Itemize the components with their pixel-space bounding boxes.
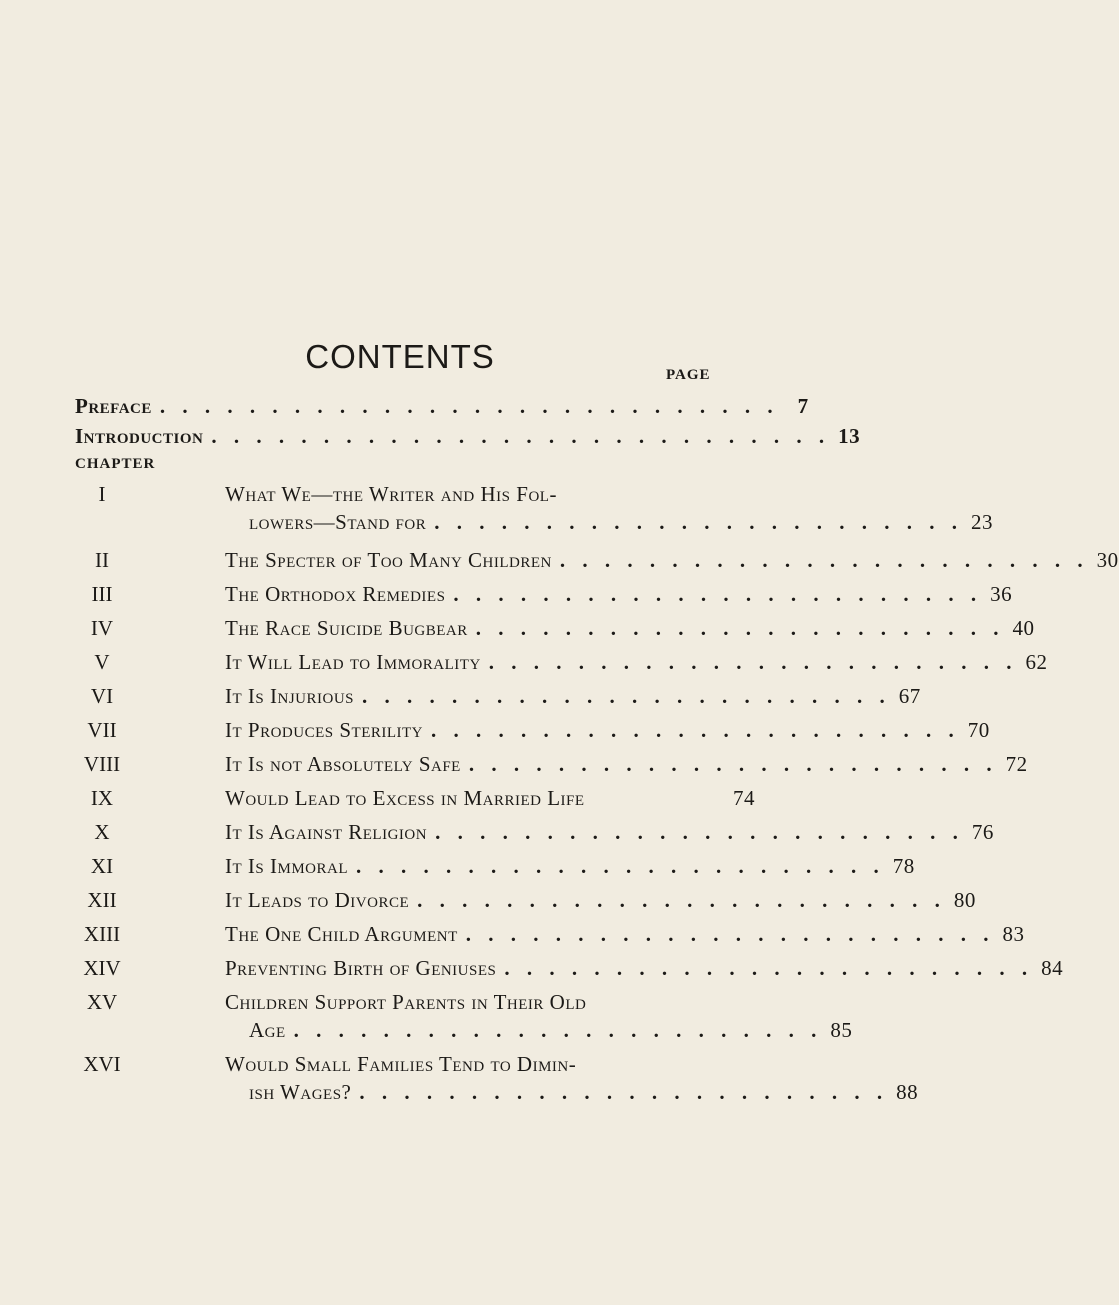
dot-leader: . . . . . . . . . . . . . . . . . . . . . . . . (465, 922, 995, 946)
dot-leader: . . . . . . . . . . . . . . . . . . . . . . . . (293, 1018, 823, 1042)
page-number: 72 (1005, 752, 1028, 776)
toc-entry-chapter-12[interactable] (225, 886, 976, 914)
chapter-number: I (98, 482, 106, 506)
chapter-number: XVI (83, 1052, 121, 1076)
entry-title-cont: lowers—Stand for (249, 510, 427, 534)
toc-entry-chapter-6[interactable] (225, 682, 921, 710)
page-number: 40 (1012, 616, 1035, 640)
page-number: 67 (898, 684, 921, 708)
toc-entry-chapter-13[interactable] (225, 920, 1025, 948)
dot-leader: . . . . . . . . . . . . . . . . . . . . . . . . (417, 888, 946, 912)
chapter-number: II (95, 548, 109, 572)
page-number: 80 (953, 888, 976, 912)
dot-leader: . . . . . . . . . . . . . . . . . . . . . . . . (434, 510, 963, 534)
page-number: 36 (990, 582, 1013, 606)
dot-leader: . . . . . . . . . . . . . . . . . . . . . . . . (559, 548, 1089, 572)
entry-title: What We—the Writer and His Fol- (225, 482, 557, 506)
toc-entry-chapter-15[interactable] (225, 988, 755, 1016)
entry-title: Introduction (75, 424, 204, 448)
toc-entry-chapter-15-cont[interactable] (249, 1016, 853, 1044)
toc-entry-chapter-16[interactable] (225, 1050, 755, 1078)
toc-entry-chapter-1[interactable] (225, 480, 755, 508)
page-number: 84 (1041, 956, 1064, 980)
chapter-number: VIII (83, 752, 121, 776)
toc-entry-chapter-2[interactable] (225, 546, 1119, 574)
toc-entry-chapter-16-cont[interactable] (249, 1078, 919, 1106)
page-number: 76 (971, 820, 994, 844)
entry-title: The Orthodox Remedies (225, 582, 446, 606)
entry-title: It Is Immoral (225, 854, 348, 878)
entry-title: It Is not Absolutely Safe (225, 752, 461, 776)
dot-leader: . . . . . . . . . . . . . . . . . . . . . . . . (475, 616, 1005, 640)
chapter-number: XIV (83, 956, 121, 980)
entry-title: Preventing Birth of Geniuses (225, 956, 497, 980)
entry-title-cont: Age (249, 1018, 286, 1042)
page-number: 88 (896, 1080, 919, 1104)
dot-leader: . . . . . . . . . . . . . . . . . . . . . . . . (435, 820, 964, 844)
toc-entry-chapter-3[interactable] (225, 580, 1013, 608)
toc-entry-chapter-11[interactable] (225, 852, 915, 880)
chapter-number: XV (86, 990, 118, 1014)
toc-entry-chapter-10[interactable] (225, 818, 994, 846)
toc-entry-chapter-1-cont[interactable] (249, 508, 993, 536)
entry-title: It Is Injurious (225, 684, 354, 708)
chapter-number: V (94, 650, 110, 674)
page-number: 23 (970, 510, 993, 534)
page-number: 83 (1002, 922, 1025, 946)
dot-leader: . . . . . . . . . . . . . . . . . . . . . . . . (362, 684, 891, 708)
chapter-number: XIII (83, 922, 121, 946)
chapter-number: VII (87, 718, 117, 742)
chapter-number: X (94, 820, 110, 844)
chapter-number: IX (90, 786, 114, 810)
page-number: 13 (838, 424, 861, 448)
page-number: 85 (830, 1018, 853, 1042)
page-title: CONTENTS (305, 338, 495, 375)
toc-entry-chapter-8[interactable] (225, 750, 1028, 778)
dot-leader: . . . . . . . . . . . . . . . . . . . . . . . . (431, 718, 960, 742)
entry-title: The One Child Argument (225, 922, 458, 946)
entry-title: It Produces Sterility (225, 718, 424, 742)
dot-leader: . . . . . . . . . . . . . . . . . . . . . . . . (453, 582, 983, 606)
dot-leader: . . . . . . . . . . . . . . . . . . . . . . . . (504, 956, 1034, 980)
toc-entry-preface[interactable] (75, 392, 809, 420)
page-number: 7 (797, 394, 809, 418)
page-number: 74 (733, 786, 755, 810)
dot-leader: . . . . . . . . . . . . . . . . . . . . . . . . (488, 650, 1018, 674)
page-number: 30 (1096, 548, 1119, 572)
entry-title: Children Support Parents in Their Old (225, 990, 587, 1014)
chapter-number: XI (90, 854, 114, 878)
toc-entry-chapter-5[interactable] (225, 648, 1048, 676)
toc-entry-chapter-14[interactable] (225, 954, 1064, 982)
entry-title: It Is Against Religion (225, 820, 428, 844)
entry-title: The Race Suicide Bugbear (225, 616, 468, 640)
dot-leader: . . . . . . . . . . . . . . . . . . . . . . . . (468, 752, 998, 776)
toc-entry-chapter-9[interactable] (225, 784, 755, 812)
entry-title: Would Lead to Excess in Married Life (225, 786, 585, 810)
entry-title: The Specter of Too Many Children (225, 548, 552, 572)
page-column-label: PAGE (666, 367, 711, 383)
toc-entry-introduction[interactable] (75, 422, 861, 450)
entry-title: Would Small Families Tend to Dimin- (225, 1052, 577, 1076)
chapter-number: IV (90, 616, 114, 640)
dot-leader: . . . . . . . . . . . . . . . . . . . . . . . . . . . . (211, 424, 831, 448)
chapter-number: VI (90, 684, 114, 708)
chapter-column-label: CHAPTER (75, 456, 156, 472)
page-number: 70 (967, 718, 990, 742)
entry-title: It Will Lead to Immorality (225, 650, 481, 674)
toc-entry-chapter-4[interactable] (225, 614, 1035, 642)
chapter-number: III (91, 582, 113, 606)
dot-leader: . . . . . . . . . . . . . . . . . . . . . . . . . . . . (159, 394, 779, 418)
entry-title-cont: ish Wages? (249, 1080, 352, 1104)
entry-title: Preface (75, 394, 152, 418)
page-number: 78 (892, 854, 915, 878)
toc-entry-chapter-7[interactable] (225, 716, 990, 744)
page-number: 62 (1025, 650, 1048, 674)
dot-leader: . . . . . . . . . . . . . . . . . . . . . . . . (356, 854, 885, 878)
entry-title: It Leads to Divorce (225, 888, 410, 912)
dot-leader: . . . . . . . . . . . . . . . . . . . . . . . . (359, 1080, 889, 1104)
chapter-number: XII (87, 888, 117, 912)
